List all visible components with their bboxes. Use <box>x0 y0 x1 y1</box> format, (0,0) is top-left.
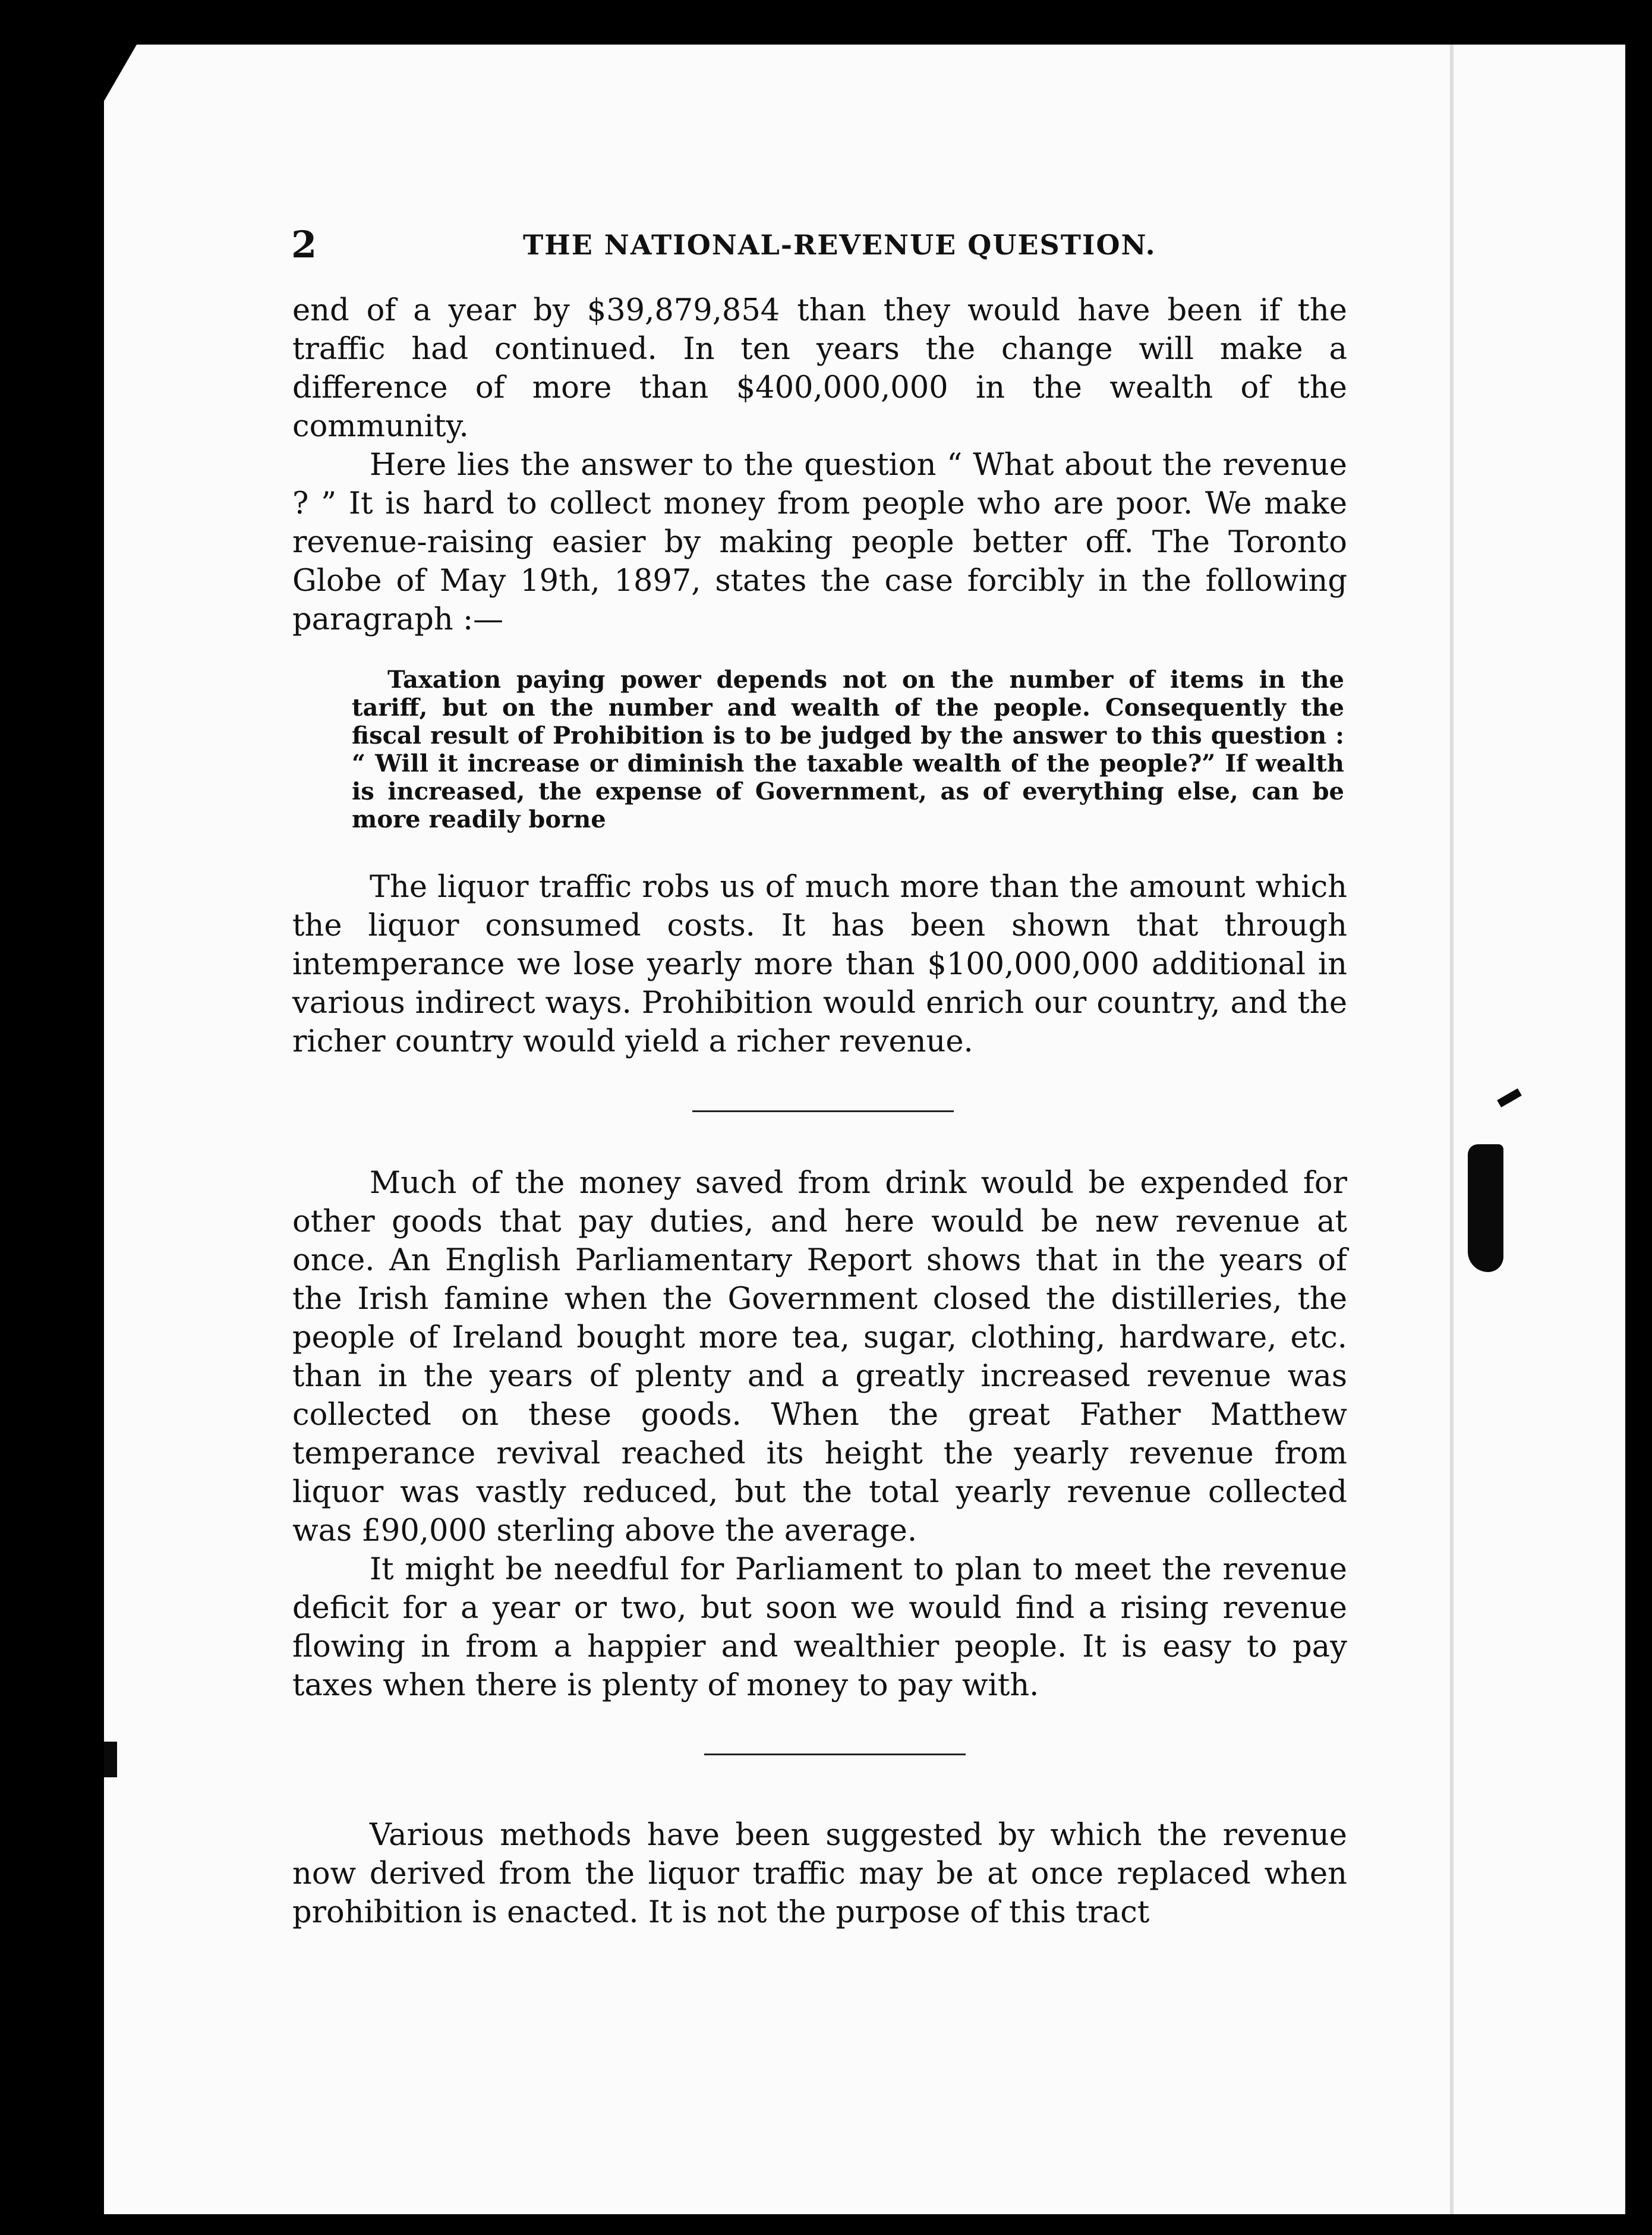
section-divider-1 <box>692 1110 954 1112</box>
edge-tab-mark <box>104 1742 117 1777</box>
paragraph-block-4 <box>292 1816 1347 1932</box>
paragraph-parliament: It might be needful for Parliament to plan to meet the revenue deficit for a year or two, but soon we would find a rising revenue flowing in from a happier and wealthier people. It is easy to pay taxes when there is plenty of money to pay with. <box>292 1552 1347 1703</box>
paragraph-money-saved: Much of the money saved from drink would be expended for other goods that pay duties, and here would be new revenue at once. An English Parliamentary Report shows that in the years of the Irish famine when the Government closed the distilleries, the people of Ireland bought more tea, sugar, clothing, hardware, etc. than in the years of plenty and a greatly increased revenue was collected on these goods. When the great Father Matthew temperance revival reached its height the yearly revenue from liquor was vastly reduced, but the total yearly revenue collected was £90,000 sterling above the average. <box>292 1166 1347 1548</box>
running-title: THE NATIONAL-REVENUE QUESTION. <box>523 229 1156 261</box>
section-divider-2 <box>704 1754 966 1755</box>
page-fold-edge <box>1450 45 1454 2214</box>
paragraph-block-2 <box>292 868 1347 1061</box>
paragraph-block-1 <box>292 291 1347 639</box>
paragraph-continued: end of a year by $39,879,854 than they would have been if the traffic had continued. In ten years the change will make a difference of more than $400,000,000 in the wealth of the community. <box>292 293 1347 444</box>
page-number: 2 <box>291 223 317 266</box>
paragraph-block-3 <box>292 1164 1347 1705</box>
page-header <box>291 223 1355 270</box>
paragraph-various-methods: Various methods have been suggested by which the revenue now derived from the liquor traffic may be at once replaced when prohibition is enacted. It is not the purpose of this tract <box>292 1818 1347 1930</box>
paragraph-revenue-answer: Here lies the answer to the question “ What about the revenue ? ” It is hard to collect money from people who are poor. We make revenue-raising easier by making people better off. The Toronto Globe of May 19th, 1897, states the case forcibly in the following paragraph :— <box>292 448 1347 637</box>
ink-blot-mark <box>1468 1144 1503 1272</box>
globe-quotation: Taxation paying power depends not on the number of items in the tariff, but on the number and wealth of the people. Consequently the fiscal result of Prohibition is to be judged by the answer to this question : “ Will it increase or diminish the taxable wealth of the people?” If wealth is increased, the expense of Government, as of everything else, can be more readily borne <box>352 666 1344 833</box>
paragraph-liquor-traffic: The liquor traffic robs us of much more than the amount which the liquor consumed costs. It has been shown that through intemperance we lose yearly more than $100,000,000 additional in various indirect ways. Prohibition would enrich our country, and the richer country would yield a richer revenue. <box>292 870 1347 1059</box>
